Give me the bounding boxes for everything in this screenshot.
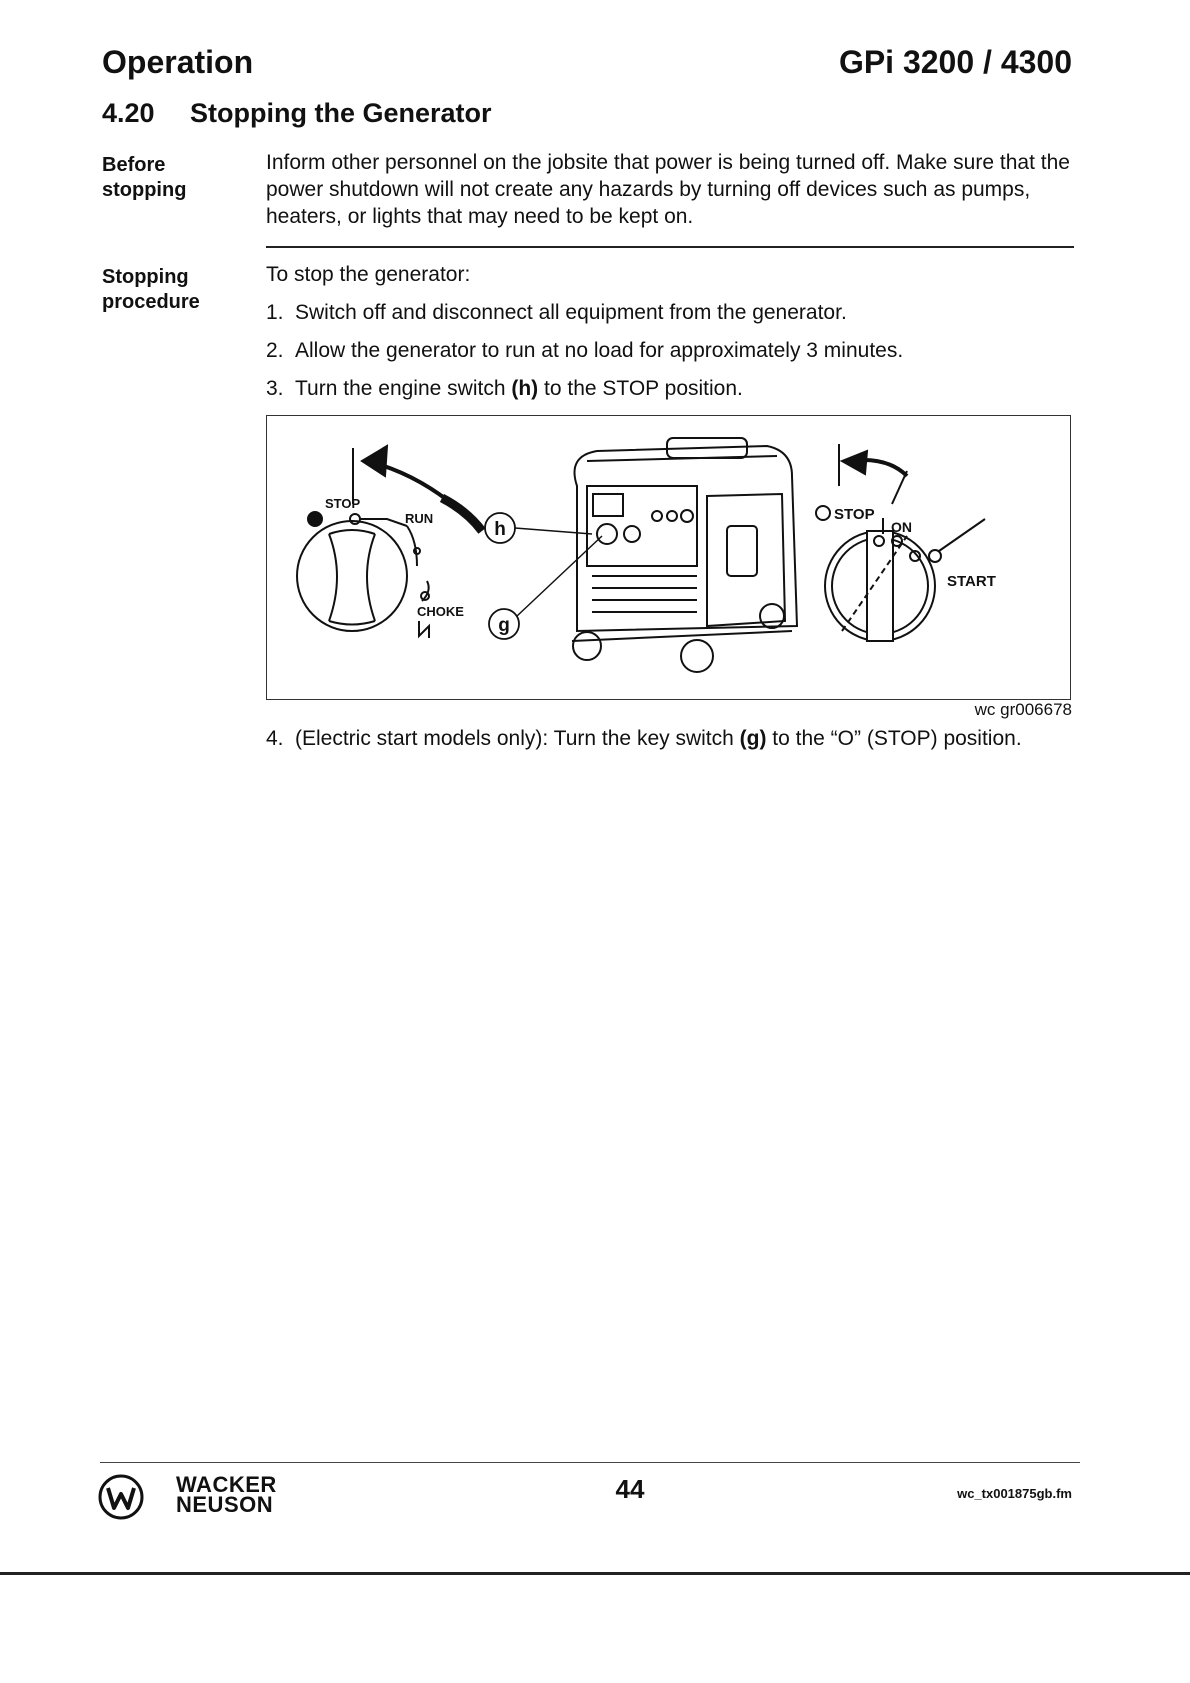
figure-reference: wc gr006678 bbox=[974, 700, 1072, 719]
model-title: GPi 3200 / 4300 bbox=[838, 44, 1072, 80]
key-on-label: ON bbox=[891, 519, 912, 535]
step-number: 3. bbox=[266, 377, 284, 400]
logo-line1: WACKER bbox=[176, 1472, 277, 1497]
stopping-procedure-label bbox=[102, 265, 252, 315]
logo-line2: NEUSON bbox=[176, 1492, 274, 1517]
step-text: Switch off and disconnect all equipment from the generator. bbox=[295, 301, 847, 324]
knob-stop-label: STOP bbox=[325, 496, 361, 511]
procedure-step-3 bbox=[266, 376, 743, 402]
section-number: 4.20 bbox=[102, 98, 155, 128]
step-text-pre: (Electric start models only): Turn the key switch bbox=[295, 727, 740, 750]
procedure-step-4 bbox=[266, 726, 1022, 752]
engine-switch-ref: (h) bbox=[511, 377, 539, 400]
callout-h-label: h bbox=[494, 519, 506, 540]
step-number: 4. bbox=[266, 727, 284, 750]
generator-illustration bbox=[572, 438, 797, 672]
before-stopping-label-line2: stopping bbox=[102, 179, 187, 201]
step-text-pre: Turn the engine switch bbox=[295, 377, 512, 400]
section-divider bbox=[266, 246, 1074, 248]
before-stopping-label-line1: Before bbox=[102, 154, 166, 176]
chapter-title: Operation bbox=[102, 44, 254, 80]
footer-divider bbox=[100, 1462, 1080, 1463]
step-text: Allow the generator to run at no load for approximately 3 minutes. bbox=[295, 339, 904, 362]
step-text-post: to the STOP position. bbox=[538, 377, 743, 400]
figure-illustration bbox=[267, 416, 1072, 701]
knob-choke-label: CHOKE bbox=[417, 604, 464, 619]
stopping-procedure-label-line2: procedure bbox=[102, 291, 200, 313]
page-bottom-border bbox=[0, 1572, 1190, 1575]
company-logo-text bbox=[176, 1472, 277, 1517]
step-number: 2. bbox=[266, 339, 284, 362]
wacker-neuson-logo-icon bbox=[98, 1474, 144, 1520]
callout-g-label: g bbox=[498, 615, 510, 636]
key-start-label: START bbox=[947, 573, 996, 590]
source-filename: wc_tx001875gb.fm bbox=[957, 1486, 1072, 1501]
procedure-intro: To stop the generator: bbox=[266, 263, 471, 286]
procedure-step-1 bbox=[266, 300, 847, 326]
section-title: Stopping the Generator bbox=[190, 98, 492, 128]
key-stop-label: STOP bbox=[834, 506, 875, 523]
knob-run-label: RUN bbox=[405, 511, 434, 526]
procedure-step-2 bbox=[266, 338, 903, 364]
step-number: 1. bbox=[266, 301, 284, 324]
before-stopping-text: Inform other personnel on the jobsite that power is being turned off. Make sure that the power shutdown will not create any hazards by turning off devices such as pumps, heaters, or lights that may need to be kept on. bbox=[266, 151, 1070, 228]
stopping-procedure-label-line1: Stopping bbox=[102, 266, 189, 288]
key-switch-illustration bbox=[816, 444, 985, 641]
key-switch-ref: (g) bbox=[739, 727, 767, 750]
section-heading bbox=[102, 98, 492, 129]
page-number: 44 bbox=[615, 1474, 645, 1504]
step-text-post: to the “O” (STOP) position. bbox=[766, 727, 1022, 750]
stopping-figure bbox=[266, 415, 1071, 700]
before-stopping-label bbox=[102, 153, 252, 203]
